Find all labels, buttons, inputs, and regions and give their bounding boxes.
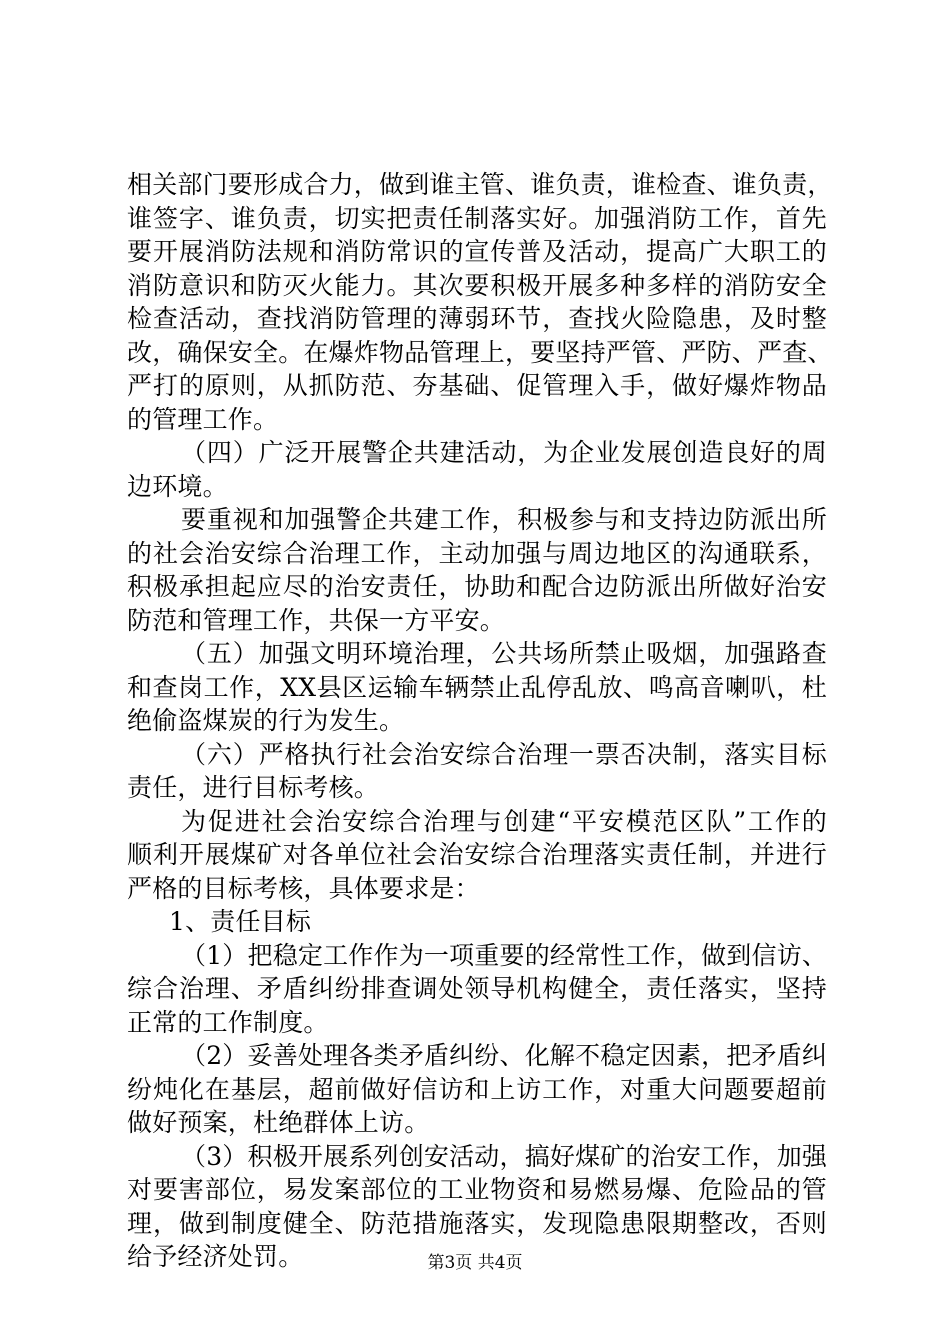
text-line: 为促进社会治安综合治理与创建“平安模范区队”工作的 — [181, 806, 827, 836]
text-line: 1、责任目标 — [169, 907, 312, 936]
text-line: 理，做到制度健全、防范措施落实，发现隐患限期整改，否则 — [127, 1208, 827, 1238]
text-line: 责任，进行目标考核。 — [127, 773, 380, 802]
text-line: 给予经济处罚。 — [127, 1242, 304, 1271]
paragraph-police-enterprise — [127, 503, 827, 637]
text-line: 检查活动，查找消防管理的薄弱环节，查找火险隐患，及时整 — [127, 304, 827, 333]
section-heading-6 — [127, 738, 827, 805]
text-line: 相关部门要形成合力，做到谁主管、谁负责，谁检查、谁负责， — [127, 170, 833, 199]
text-line: 纷炖化在基层，超前做好信访和上访工作，对重大问题要超前 — [127, 1074, 827, 1104]
text-line: 的管理工作。 — [127, 404, 279, 434]
text-line: 防范和管理工作，共保一方平安。 — [127, 605, 506, 635]
text-line: （六）严格执行社会治安综合治理一票否决制，落实目标 — [181, 739, 827, 769]
document-body — [127, 168, 833, 1274]
text-line: 和查岗工作，XX县区运输车辆禁止乱停乱放、鸣高音喇叭，杜 — [127, 672, 827, 702]
text-line: 要重视和加强警企共建工作，积极参与和支持边防派出所 — [181, 505, 827, 534]
text-line: （四）广泛开展警企共建活动，为企业发展创造良好的周 — [181, 438, 827, 467]
text-line: 积极承担起应尽的治安责任，协助和配合边防派出所做好治安 — [127, 572, 827, 601]
text-line: 边环境。 — [127, 471, 228, 501]
text-line: 谁签字、谁负责，切实把责任制落实好。加强消防工作，首先 — [127, 203, 827, 233]
section-heading-4 — [127, 436, 827, 503]
text-line: 严打的原则，从抓防范、夯基础、促管理入手，做好爆炸物品 — [127, 371, 827, 400]
text-line: 要开展消防法规和消防常识的宣传普及活动，提高广大职工的 — [127, 237, 827, 266]
text-line: 顺利开展煤矿对各单位社会治安综合治理落实责任制，并进行 — [127, 840, 827, 869]
subheading-responsibility-target — [127, 905, 827, 939]
text-line: 绝偷盗煤炭的行为发生。 — [127, 706, 405, 735]
item-1 — [127, 939, 827, 1040]
text-line: （五）加强文明环境治理，公共场所禁止吸烟，加强路查 — [181, 639, 827, 668]
text-line: 做好预案，杜绝群体上访。 — [127, 1108, 430, 1137]
text-line: （2）妥善处理各类矛盾纠纷、化解不稳定因素，把矛盾纠 — [181, 1041, 828, 1070]
page-number-footer: 第3页 共4页 — [427, 1253, 523, 1273]
paragraph-requirements — [127, 805, 827, 906]
text-line: 消防意识和防灭火能力。其次要积极开展多种多样的消防安全 — [127, 270, 827, 300]
paragraph-fire-safety — [127, 168, 833, 436]
text-line: 综合治理、矛盾纠纷排查调处领导机构健全，责任落实，坚持 — [127, 974, 827, 1003]
text-line: 正常的工作制度。 — [127, 1007, 329, 1037]
text-line: 严格的目标考核，具体要求是： — [127, 873, 480, 903]
section-heading-5 — [127, 637, 827, 738]
text-line: （3）积极开展系列创安活动，搞好煤矿的治安工作，加强 — [181, 1141, 828, 1171]
text-line: 的社会治安综合治理工作，主动加强与周边地区的沟通联系， — [127, 538, 827, 568]
text-line: 改，确保安全。在爆炸物品管理上，要坚持严管、严防、严查、 — [127, 337, 833, 367]
text-line: 对要害部位，易发案部位的工业物资和易燃易爆、危险品的管 — [127, 1175, 827, 1204]
item-2 — [127, 1039, 827, 1140]
text-line: （1）把稳定工作作为一项重要的经常性工作，做到信访、 — [181, 940, 828, 970]
